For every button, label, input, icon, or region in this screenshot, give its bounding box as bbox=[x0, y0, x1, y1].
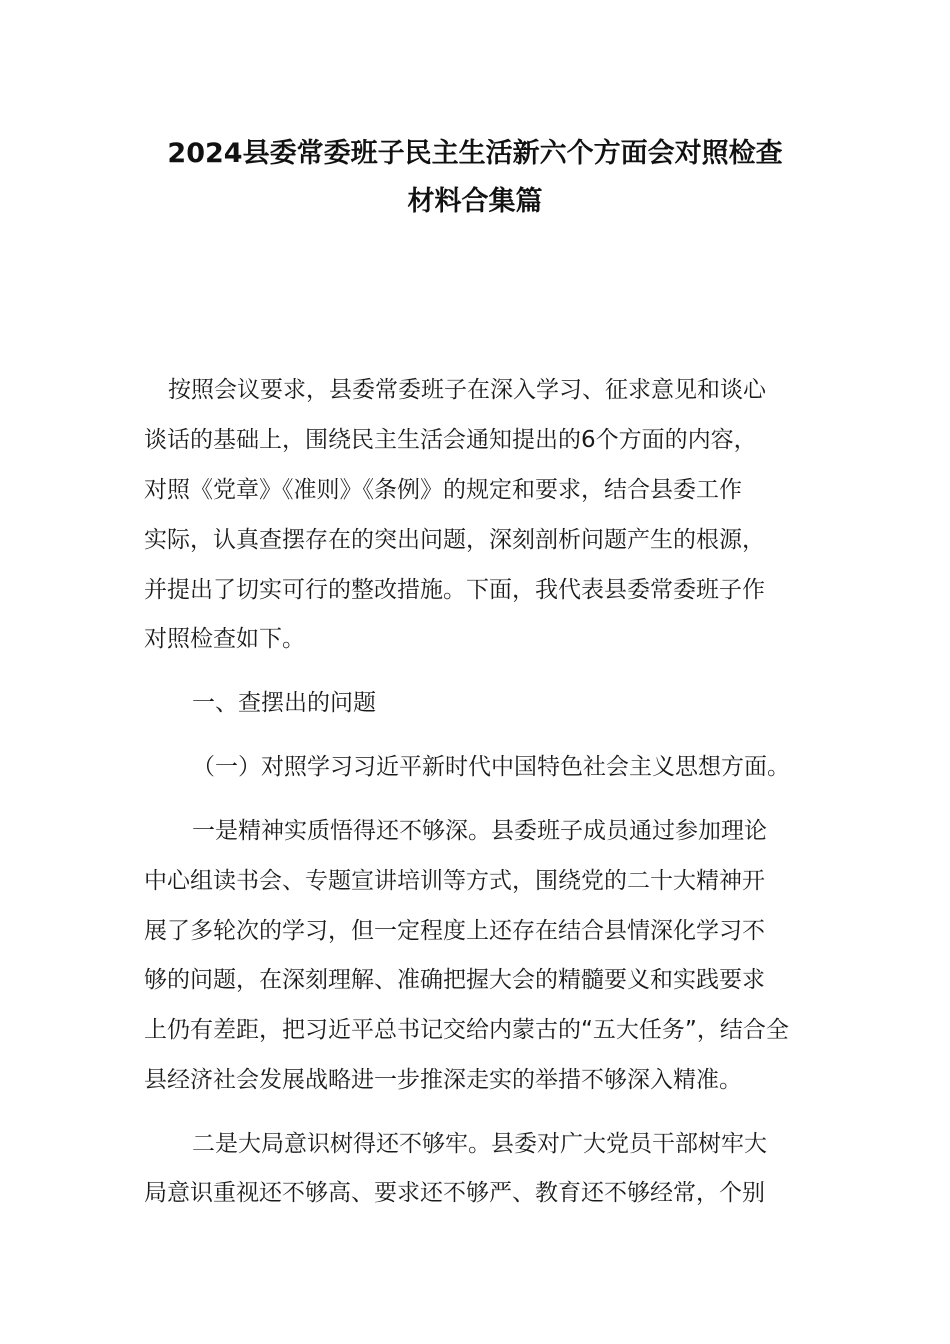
paragraph-line: 县经济社会发展战略进一步推深走实的举措不够深入精准。 bbox=[144, 1067, 742, 1093]
paragraph-line: 按照会议要求，县委常委班子在深入学习、征求意见和谈心 bbox=[168, 377, 766, 403]
paragraph-line: 对照《党章》《准则》《条例》的规定和要求，结合县委工作 bbox=[144, 477, 742, 503]
paragraph-line: 一是精神实质悟得还不够深。县委班子成员通过参加理论 bbox=[192, 818, 767, 844]
paragraph-line: 实际，认真查摆存在的突出问题，深刻剖析问题产生的根源， bbox=[144, 527, 765, 553]
document-title-line-1: 2024县委常委班子民主生活新六个方面会对照检查 bbox=[167, 138, 783, 169]
paragraph-line: 够的问题，在深刻理解、准确把握大会的精髓要义和实践要求 bbox=[144, 967, 765, 993]
section-heading: 一、查摆出的问题 bbox=[192, 690, 376, 716]
subsection-heading: （一）对照学习习近平新时代中国特色社会主义思想方面。 bbox=[192, 754, 790, 780]
paragraph-line: 对照检查如下。 bbox=[144, 626, 305, 652]
paragraph-line: 二是大局意识树得还不够牢。县委对广大党员干部树牢大 bbox=[192, 1131, 767, 1157]
document-title-line-2: 材料合集篇 bbox=[407, 186, 543, 217]
paragraph-line: 上仍有差距，把习近平总书记交给内蒙古的“五大任务”，结合全 bbox=[144, 1017, 789, 1043]
paragraph-line: 并提出了切实可行的整改措施。下面，我代表县委常委班子作 bbox=[144, 577, 765, 603]
paragraph-line: 中心组读书会、专题宣讲培训等方式，围绕党的二十大精神开 bbox=[144, 868, 765, 894]
paragraph-line: 局意识重视还不够高、要求还不够严、教育还不够经常，个别 bbox=[144, 1180, 765, 1206]
paragraph-line: 展了多轮次的学习，但一定程度上还存在结合县情深化学习不 bbox=[144, 918, 765, 944]
paragraph-line: 谈话的基础上，围绕民主生活会通知提出的6个方面的内容， bbox=[144, 427, 757, 453]
